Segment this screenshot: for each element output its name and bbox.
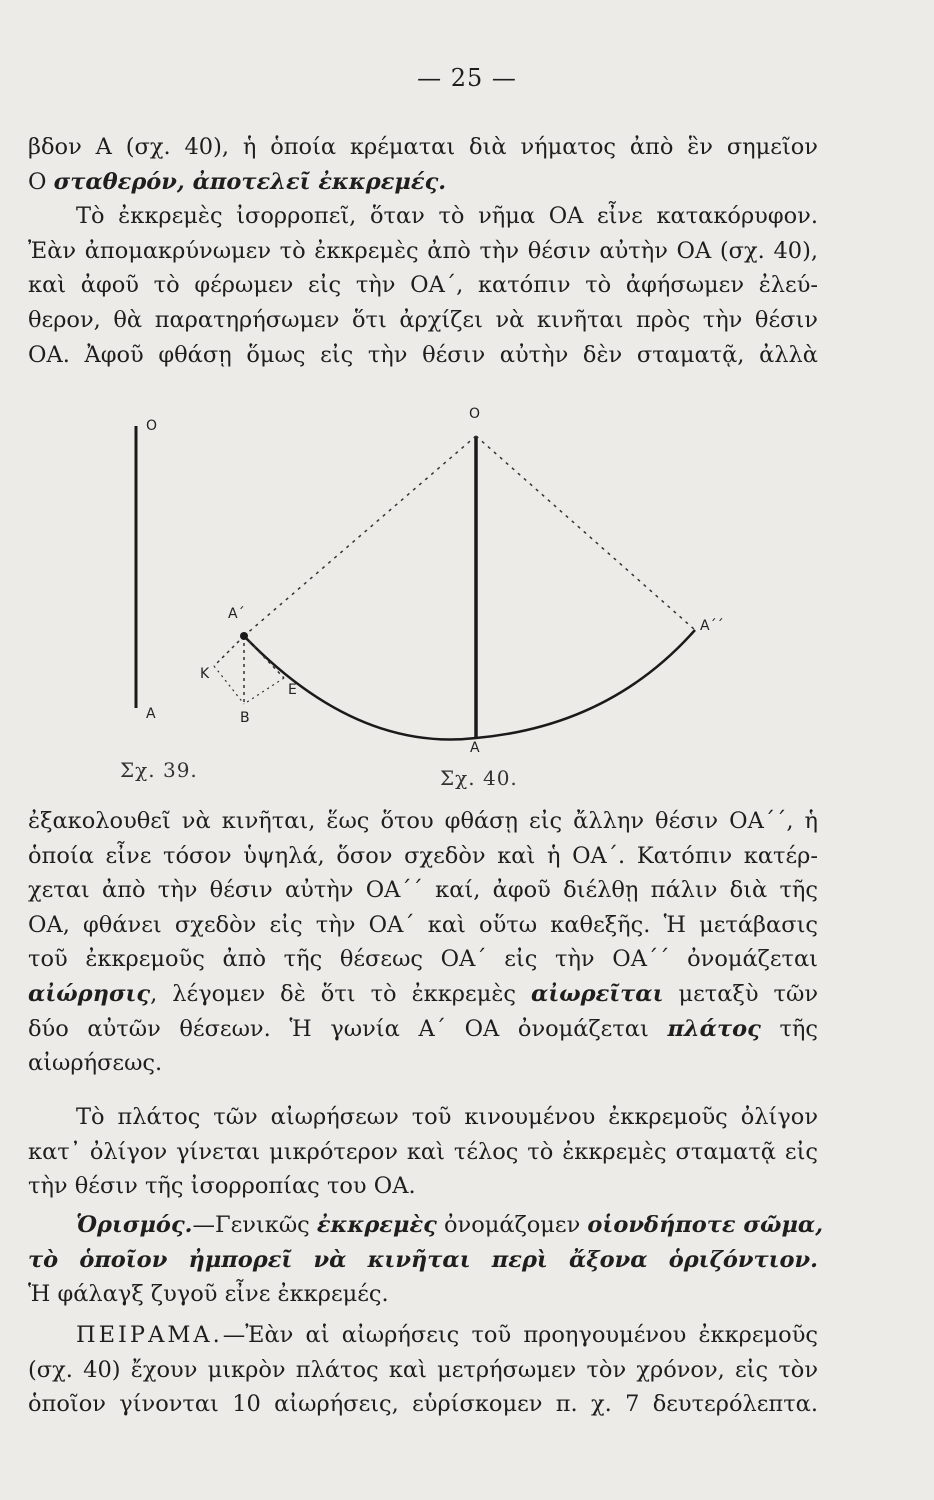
text-run: —Γενικῶς [192,1212,317,1238]
fig40-tangent-component [244,636,284,678]
text-line [28,1012,818,1047]
text-run: ὁποῖον γίνονται 10 αἰωρήσεις, εὑρίσκομεν π. χ. 7 δευτερόλεπτα. [28,1391,818,1418]
emphasized-term: ἐκκρεμὲς [316,1212,437,1238]
text-run: τὴν θέσιν τῆς ἰσορροπίας του ΟΑ. [28,1173,416,1200]
fig40-label-K: K [200,666,210,682]
text-line [28,303,818,338]
emphasized-term: αἰωρεῖται [531,980,664,1007]
fig40-label-A2: A΄΄ [700,618,724,634]
emphasized-term: οἱονδήποτε σῶμα, [587,1212,824,1238]
text-line [28,1208,824,1243]
text-run: χεται ἀπὸ τὴν θέσιν αὐτὴν ΟΑ΄΄ καί, ἀφοῦ διέλθῃ πάλιν διὰ τῆς [28,877,818,904]
emphasized-term: πλάτος [667,1015,761,1042]
emphasized-term: σταθερόν, ἀποτελεῖ ἐκκρεμές. [53,168,447,195]
text-line [28,1277,818,1312]
fig39-caption: Σχ. 39. [120,758,198,782]
fig40-label-B: B [240,710,250,726]
text-line [28,1135,818,1170]
text-run: μεταξὺ τῶν [663,980,818,1007]
text-line [28,1169,818,1204]
text-run: Τὸ ἐκκρεμὲς ἰσορροπεῖ, ὅταν τὸ νῆμα ΟΑ εἶνε κατακόρυφον. [76,203,818,230]
page-number: — 25 — [417,64,517,92]
text-run: καὶ ἀφοῦ τὸ φέρωμεν εἰς τὴν ΟΑ΄, κατόπιν τὸ ἀφήσωμεν ἐλεύ- [28,272,818,299]
text-line [28,1387,818,1422]
text-line [28,839,818,874]
text-run: ὀνομάζομεν [436,1212,588,1238]
fig39-label-A: A [146,706,156,722]
fig40-label-E: E [288,682,297,698]
fig40-caption: Σχ. 40. [440,766,518,790]
fig40-parallelogram-side-1 [214,666,244,704]
fig40-label-O: O [469,406,481,422]
fig40-tension-component [214,636,244,666]
fig40-swing-arc [244,630,695,740]
text-run: Ἐὰν ἀπομακρύνωμεν τὸ ἐκκρεμὲς ἀπὸ τὴν θέσιν αὐτὴν ΟΑ (σχ. 40), [28,237,818,264]
fig40-parallelogram-side-2 [244,678,284,704]
text-line [28,1318,818,1353]
text-run: ἐξακολουθεῖ νὰ κινῆται, ἕως ὅτου φθάσῃ εἰς ἄλλην θέσιν ΟΑ΄΄, ἡ [28,808,818,834]
text-run: —Ἐὰν αἱ αἰωρήσεις τοῦ προηγουμένου ἐκκρεμοῦς [222,1322,818,1348]
paragraph-2 [28,804,818,1081]
paragraph-1 [28,130,818,372]
emphasized-term: Ὁρισμός. [76,1212,193,1238]
text-run: ΠΕΙΡΑΜΑ. [76,1322,223,1348]
fig40-label-A: A [470,740,480,756]
text-run: Ἡ φάλαγξ ζυγοῦ εἶνε ἐκκρεμές. [28,1281,389,1308]
fig40-string-OA1 [244,436,476,636]
paragraph-5 [28,1318,818,1422]
text-run: βδον Α (σχ. 40), ἡ ὁποία κρέμαται διὰ νήματος ἀπὸ ἓν σημεῖον [28,134,818,160]
paragraph-3 [28,1100,818,1204]
text-line [28,130,818,165]
text-line [28,977,818,1012]
text-run: κατ᾽ ὀλίγον γίνεται μικρότερον καὶ τέλος τὸ ἐκκρεμὲς σταματᾷ εἰς [28,1138,818,1165]
text-line [28,199,818,234]
fig40-label-A1: A΄ [228,606,245,622]
fig40-string-OA2 [476,436,695,630]
text-line [28,804,818,839]
text-run: τῆς [760,1015,818,1042]
text-line [28,942,818,977]
text-run: τοῦ ἐκκρεμοῦς ἀπὸ τῆς θέσεως ΟΑ΄ εἰς τὴν ΟΑ΄΄ ὀνομάζεται [28,946,818,973]
pendulum-diagram [0,396,934,796]
text-run: θερον, θὰ παρατηρήσωμεν ὅτι ἀρχίζει νὰ κινῆται πρὸς τὴν θέσιν [28,306,818,333]
text-line [28,234,818,269]
text-line [28,1243,818,1278]
text-run: δύο αὐτῶν θέσεων. Ἡ γωνία Α΄ ΟΑ ὀνομάζεται [28,1015,668,1042]
text-line [28,1100,818,1135]
text-line [28,873,818,908]
text-run: Τὸ πλάτος τῶν αἰωρήσεων τοῦ κινουμένου ἐκκρεμοῦς ὀλίγον [76,1104,818,1130]
paragraph-4 [28,1208,824,1312]
fig40-bob-A1 [240,632,248,640]
text-run: αἰωρήσεως. [28,1050,163,1077]
text-line [28,1046,818,1081]
fig39-label-O: O [146,418,158,434]
text-line [28,1353,818,1388]
text-run: (σχ. 40) ἔχουν μικρὸν πλάτος καὶ μετρήσωμεν τὸν χρόνον, εἰς τὸν [28,1356,818,1383]
emphasized-term: τὸ ὁποῖον ἠμπορεῖ νὰ κινῆται περὶ ἄξονα ὁριζόντιον. [28,1246,818,1273]
text-run: ΟΑ. Ἀφοῦ φθάσῃ ὅμως εἰς τὴν θέσιν αὐτὴν δὲν σταματᾷ, ἀλλὰ [28,341,818,368]
text-run: , λέγομεν δὲ ὅτι τὸ ἐκκρεμὲς [150,980,532,1007]
text-run: ΟΑ, φθάνει σχεδὸν εἰς τὴν ΟΑ΄ καὶ οὕτω καθεξῆς. Ἡ μετάβασις [28,911,818,938]
emphasized-term: αἰώρησις [28,980,151,1007]
text-line [28,165,818,200]
text-run: Ο [28,168,54,195]
text-line [28,338,818,373]
text-run: ὁποία εἶνε τόσον ὑψηλά, ὅσον σχεδὸν καὶ ἡ ΟΑ΄. Κατόπιν κατέρ- [28,842,818,869]
pendulum-figure [0,396,934,796]
text-line [28,268,818,303]
text-line [28,908,818,943]
